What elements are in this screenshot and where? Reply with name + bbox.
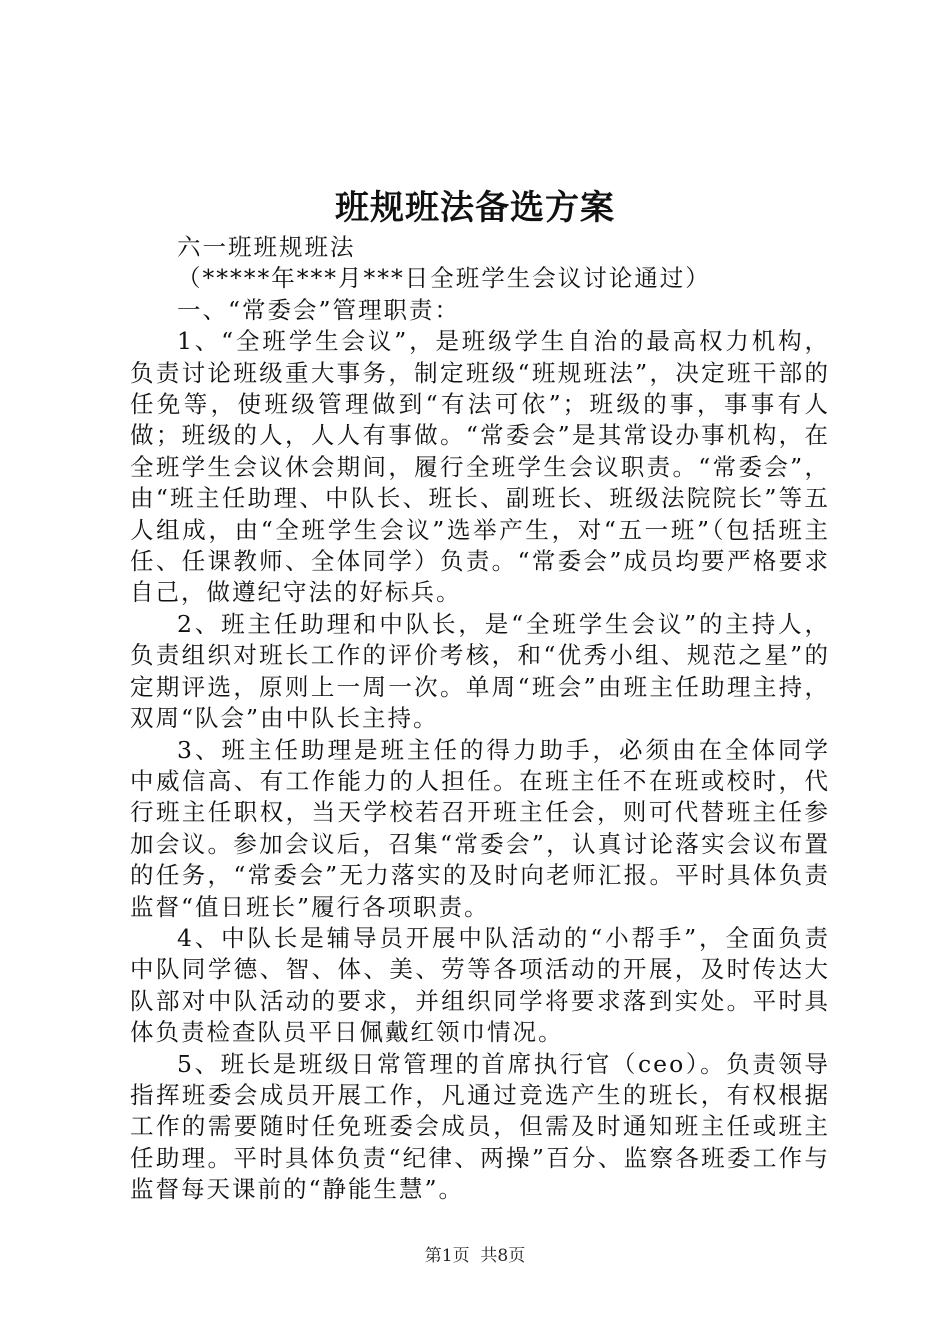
page-number: 第1页 bbox=[424, 1246, 470, 1266]
paragraph-3: 3、班主任助理是班主任的得力助手，必须由在全体同学中威信高、有工作能力的人担任。在班主任不在班或校时，代行班主任职权，当天学校若召开班主任会，则可代替班主任参加会议。参加会议后，召集“常委会”，认真讨论落实会议布置的任务，“常委会”无力落实的及时向老师汇报。平时具体负责监督“值日班长”履行各项职责。 bbox=[130, 735, 830, 921]
section-heading: 一、“常委会”管理职责： bbox=[177, 295, 461, 324]
page-footer bbox=[0, 1244, 950, 1268]
document-title: 班规班法备选方案 bbox=[335, 188, 615, 228]
class-rules-heading: 六一班班规班法 bbox=[177, 233, 356, 261]
paragraph-5: 5、班长是班级日常管理的首席执行官（ceo）。负责领导指挥班委会成员开展工作，凡通过竞选产生的班长，有权根据工作的需要随时任免班委会成员，但需及时通知班主任或班主任助理。平时具体负责“纪律、两操”百分、监察各班委工作与监督每天课前的“静能生慧”。 bbox=[130, 1049, 830, 1204]
page-total: 共8页 bbox=[480, 1246, 526, 1266]
footer-gap bbox=[470, 1246, 481, 1266]
paragraph-1: 1、“全班学生会议”，是班级学生自治的最高权力机构，负责讨论班级重大事务，制定班级“班规班法”，决定班干部的任免等，使班级管理做到“有法可依”；班级的事，事事有人做；班级的人，人人有事做。“常委会”是其常设办事机构，在全班学生会议休会期间，履行全班学生会议职责。“常委会”，由“班主任助理、中队长、班长、副班长、班级法院院长”等五人组成，由“全班学生会议”选举产生，对“五一班”（包括班主任、任课教师、全体同学）负责。“常委会”成员均要严格要求自己，做遵纪守法的好标兵。 bbox=[130, 327, 830, 607]
paragraph-4: 4、中队长是辅导员开展中队活动的“小帮手”，全面负责中队同学德、智、体、美、劳等各项活动的开展，及时传达大队部对中队活动的要求，并组织同学将要求落到实处。平时具体负责检查队员平日佩戴红领巾情况。 bbox=[130, 923, 830, 1047]
paragraph-2: 2、班主任助理和中队长，是“全班学生会议”的主持人，负责组织对班长工作的评价考核，和“优秀小组、规范之星”的定期评选，原则上一周一次。单周“班会”由班主任助理主持，双周“队会”由中队长主持。 bbox=[130, 609, 830, 733]
approval-note: （*****年***月***日全班学生会议讨论通过） bbox=[177, 264, 711, 293]
document-body bbox=[130, 232, 830, 1206]
